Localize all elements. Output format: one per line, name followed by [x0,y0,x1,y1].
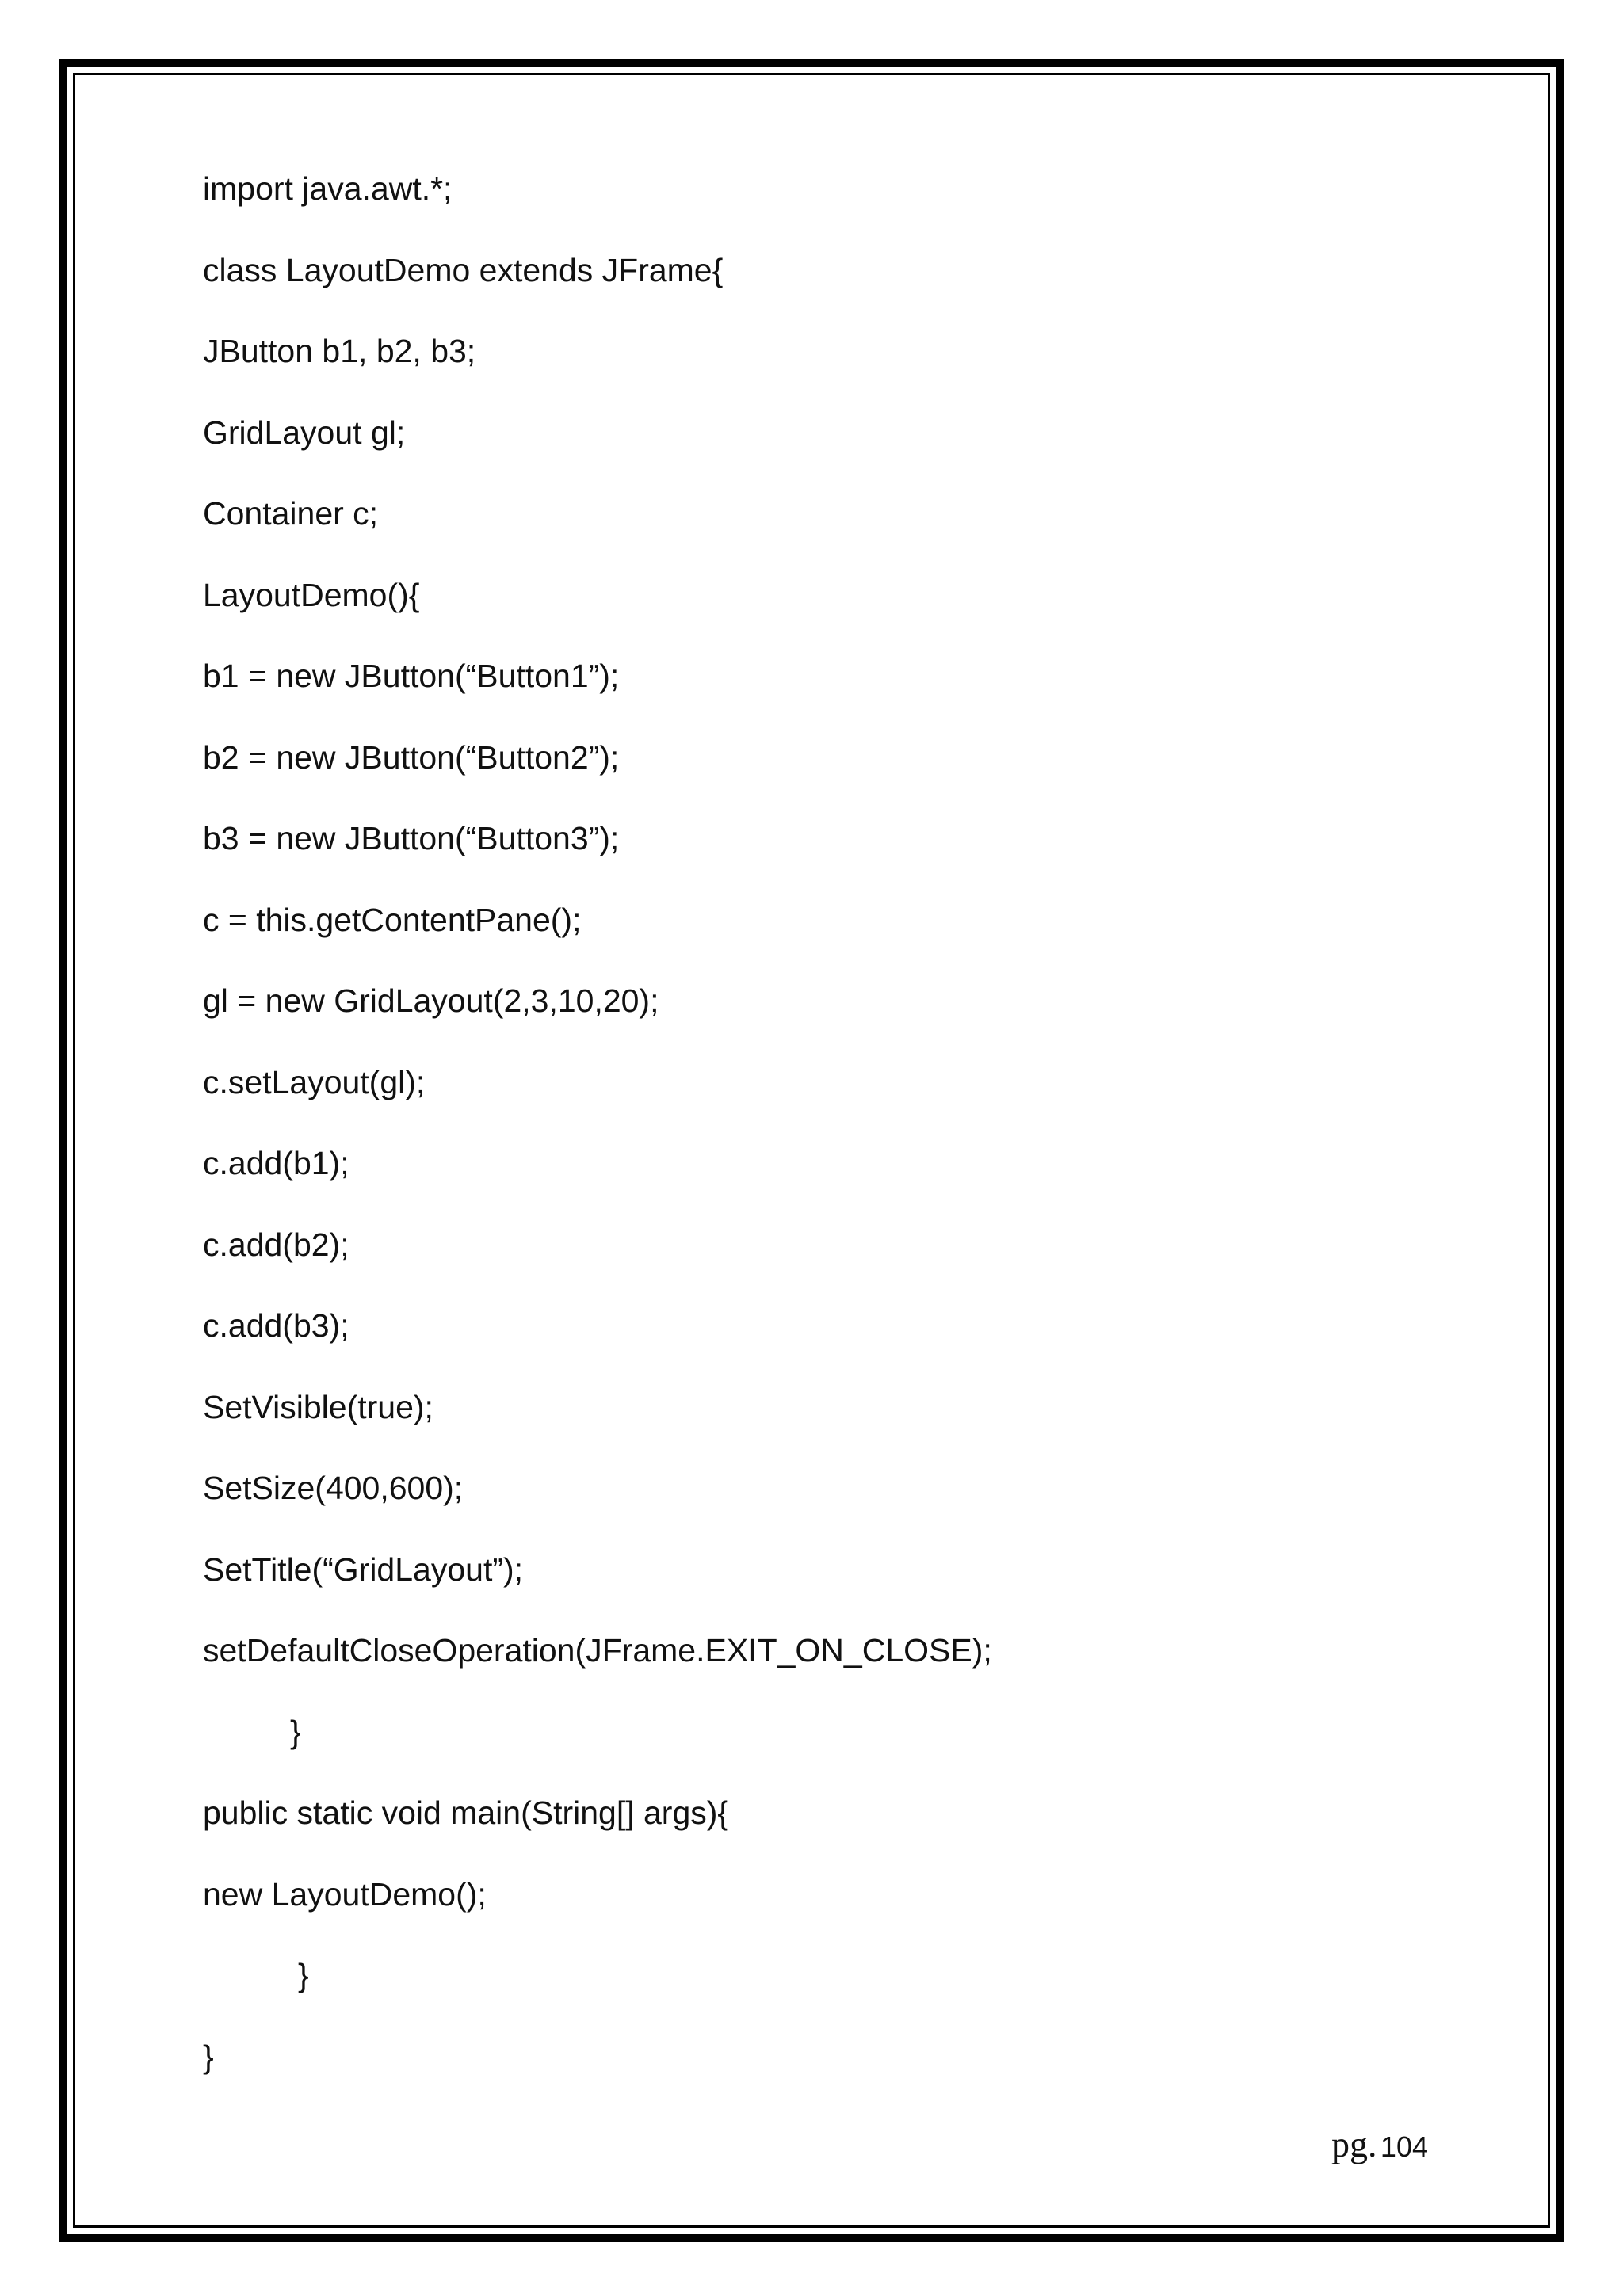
code-line: c.add(b3); [203,1307,349,1344]
code-line: class LayoutDemo extends JFrame{ [203,251,724,288]
code-line: import java.awt.*; [203,170,453,207]
code-line: b2 = new JButton(“Button2”); [203,738,620,776]
code-line: setDefaultCloseOperation(JFrame.EXIT_ON_CLOSE); [203,1632,992,1669]
code-line: new LayoutDemo(); [203,1875,487,1913]
code-line: SetTitle(“GridLayout”); [203,1550,524,1588]
code-line: GridLayout gl; [203,414,406,451]
code-line: c.setLayout(gl); [203,1063,426,1100]
code-line: c = this.getContentPane(); [203,901,582,938]
code-line: c.add(b1); [203,1145,349,1181]
code-line: public static void main(String[] args){ [203,1794,729,1831]
code-line: } [298,1957,309,1993]
code-listing [203,165,1471,2114]
code-line: b1 = new JButton(“Button1”); [203,658,620,694]
code-line: } [290,1713,301,1750]
code-line: } [203,2038,214,2075]
code-line: LayoutDemo(){ [203,576,420,613]
code-line: SetSize(400,600); [203,1470,464,1506]
code-line: b3 = new JButton(“Button3”); [203,820,620,856]
page-number-label: pg. [1331,2124,1377,2164]
code-line: Container c; [203,495,379,532]
code-line: SetVisible(true); [203,1388,433,1425]
code-line: gl = new GridLayout(2,3,10,20); [203,982,659,1019]
code-line: c.add(b2); [203,1226,349,1263]
page-number-value: 104 [1380,2130,1428,2163]
code-line: JButton b1, b2, b3; [203,333,476,369]
page-number [1331,2123,1428,2165]
